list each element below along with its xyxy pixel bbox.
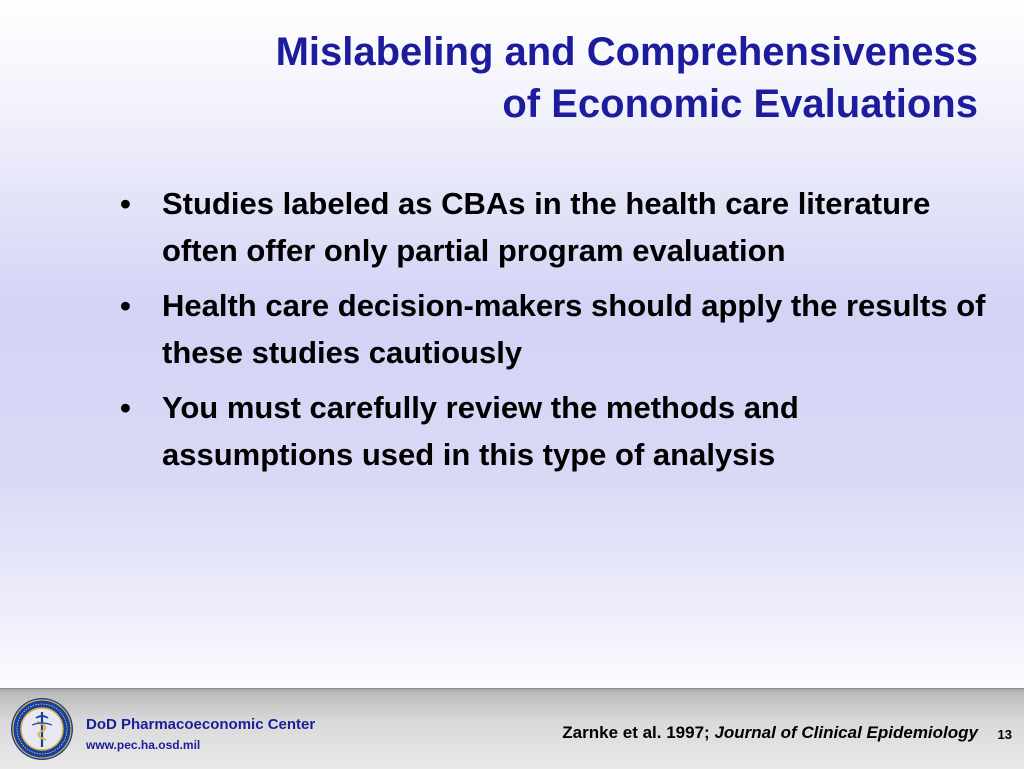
bullet-marker: • [120, 288, 131, 323]
page-number: 13 [997, 727, 1012, 742]
slide-title-line-2: of Economic Evaluations [502, 82, 978, 126]
citation-journal: Journal of Clinical Epidemiology [714, 723, 978, 742]
pharmacoeconomic-center-seal-icon [10, 697, 74, 761]
bullet-item [118, 282, 998, 376]
slide-footer [0, 688, 1024, 769]
bullet-text: Studies labeled as CBAs in the health care literature often offer only partial program evaluation [162, 186, 931, 268]
slide-title-line-1: Mislabeling and Comprehensiveness [275, 30, 978, 74]
bullet-text: Health care decision-makers should apply the results of these studies cautiously [162, 288, 986, 370]
bullet-list [118, 180, 998, 486]
bullet-marker: • [120, 390, 131, 425]
bullet-text: You must carefully review the methods and assumptions used in this type of analysis [162, 390, 799, 472]
bullet-item [118, 384, 998, 478]
slide-title [78, 26, 978, 130]
bullet-marker: • [120, 186, 131, 221]
citation-authors: Zarnke et al. 1997; [562, 723, 710, 742]
bullet-item [118, 180, 998, 274]
citation [562, 723, 978, 743]
org-url[interactable]: www.pec.ha.osd.mil [86, 738, 201, 752]
org-name: DoD Pharmacoeconomic Center [86, 716, 316, 733]
